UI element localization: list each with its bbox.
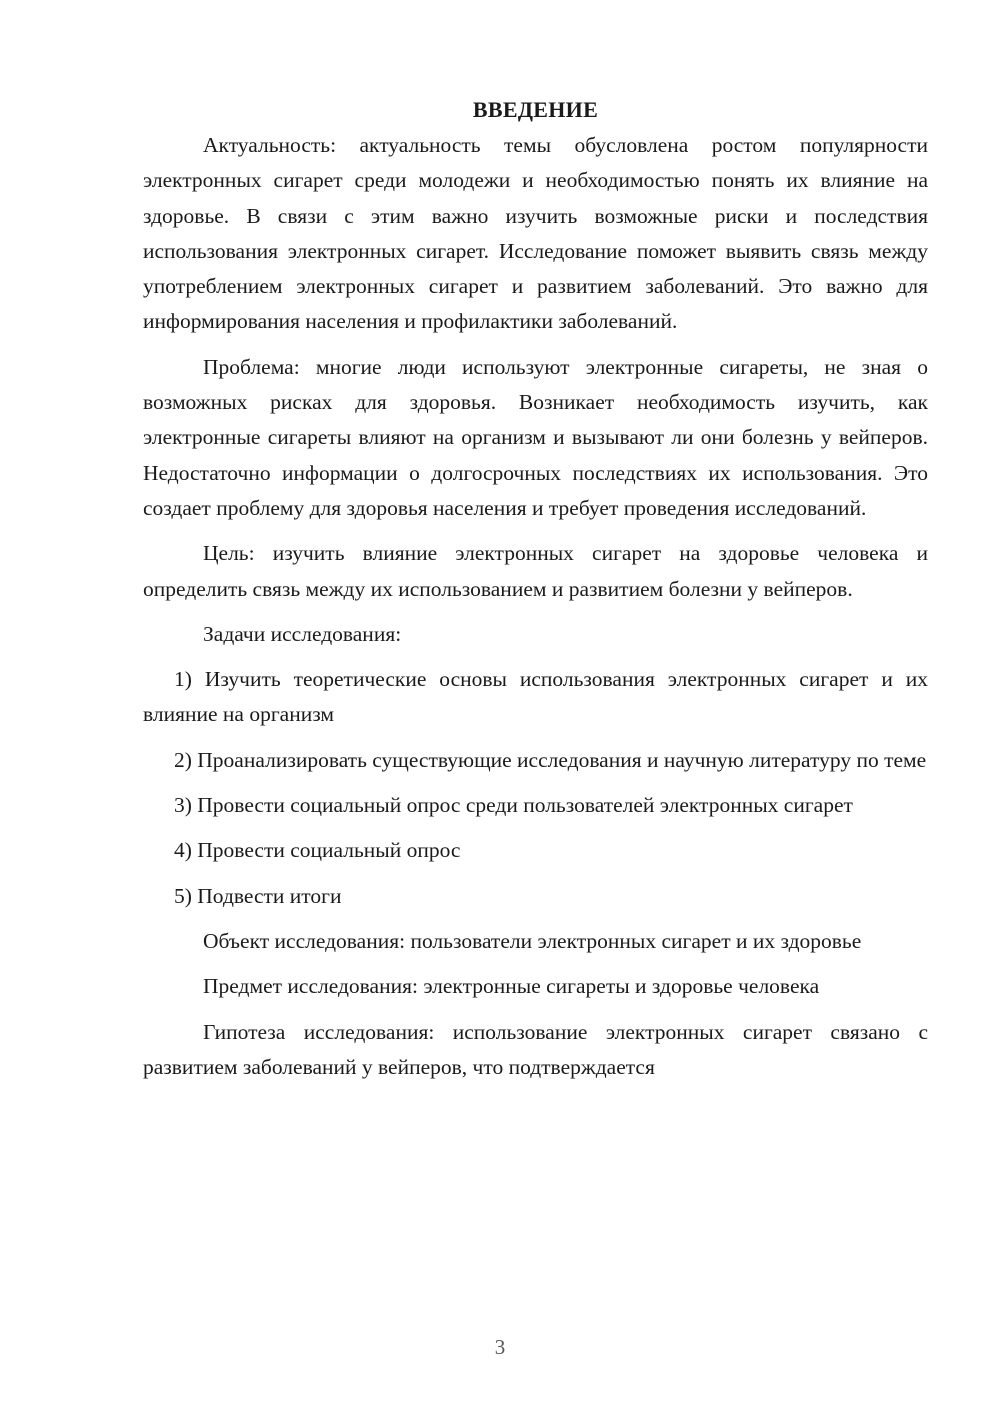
paragraph-problem: Проблема: многие люди используют электронные сигареты, не зная о возможных рисках для здоровья. Возникает необходимость изучить, как электронные сигареты влияют на организм и вызывают ли они болезнь у вейперов. Недостаточно информации о долгосрочных последствиях их использования. Это создает проблему для здоровья населения и требует проведения исследований. [143, 354, 928, 520]
paragraph-object: Объект исследования: пользователи электронных сигарет и их здоровье [203, 928, 862, 953]
page-number: 3 [494, 1335, 506, 1359]
paragraph-goal: Цель: изучить влияние электронных сигарет на здоровье человека и определить связь между их использованием и развитием болезни у вейперов. [143, 541, 928, 601]
list-item-task-4: 4) Провести социальный опрос [174, 838, 461, 863]
tasks-title: Задачи исследования: [203, 621, 402, 646]
page-title: ВВЕДЕНИЕ [472, 97, 599, 122]
list-item-task-2: 2) Проанализировать существующие исследования и научную литературу по теме [174, 747, 927, 772]
paragraph-subject: Предмет исследования: электронные сигареты и здоровье человека [203, 974, 820, 999]
paragraph-relevance: Актуальность: актуальность темы обусловлена ростом популярности электронных сигарет среди молодежи и необходимостью понять их влияние на здоровье. В связи с этим важно изучить возможные риски и последствия использования электронных сигарет. Исследование поможет выявить связь между употреблением электронных сигарет и развитием заболеваний. Это важно для информирования населения и профилактики заболеваний. [143, 133, 928, 334]
list-item-task-5: 5) Подвести итоги [174, 883, 342, 908]
list-item-task-1: 1) Изучить теоретические основы использования электронных сигарет и их влияние на организм [143, 667, 928, 727]
paragraph-hypothesis: Гипотеза исследования: использование электронных сигарет связано с развитием заболеваний у вейперов, что подтверждается [143, 1019, 928, 1079]
document-body [143, 92, 928, 1085]
list-item-task-3: 3) Провести социальный опрос среди пользователей электронных сигарет [174, 793, 853, 818]
